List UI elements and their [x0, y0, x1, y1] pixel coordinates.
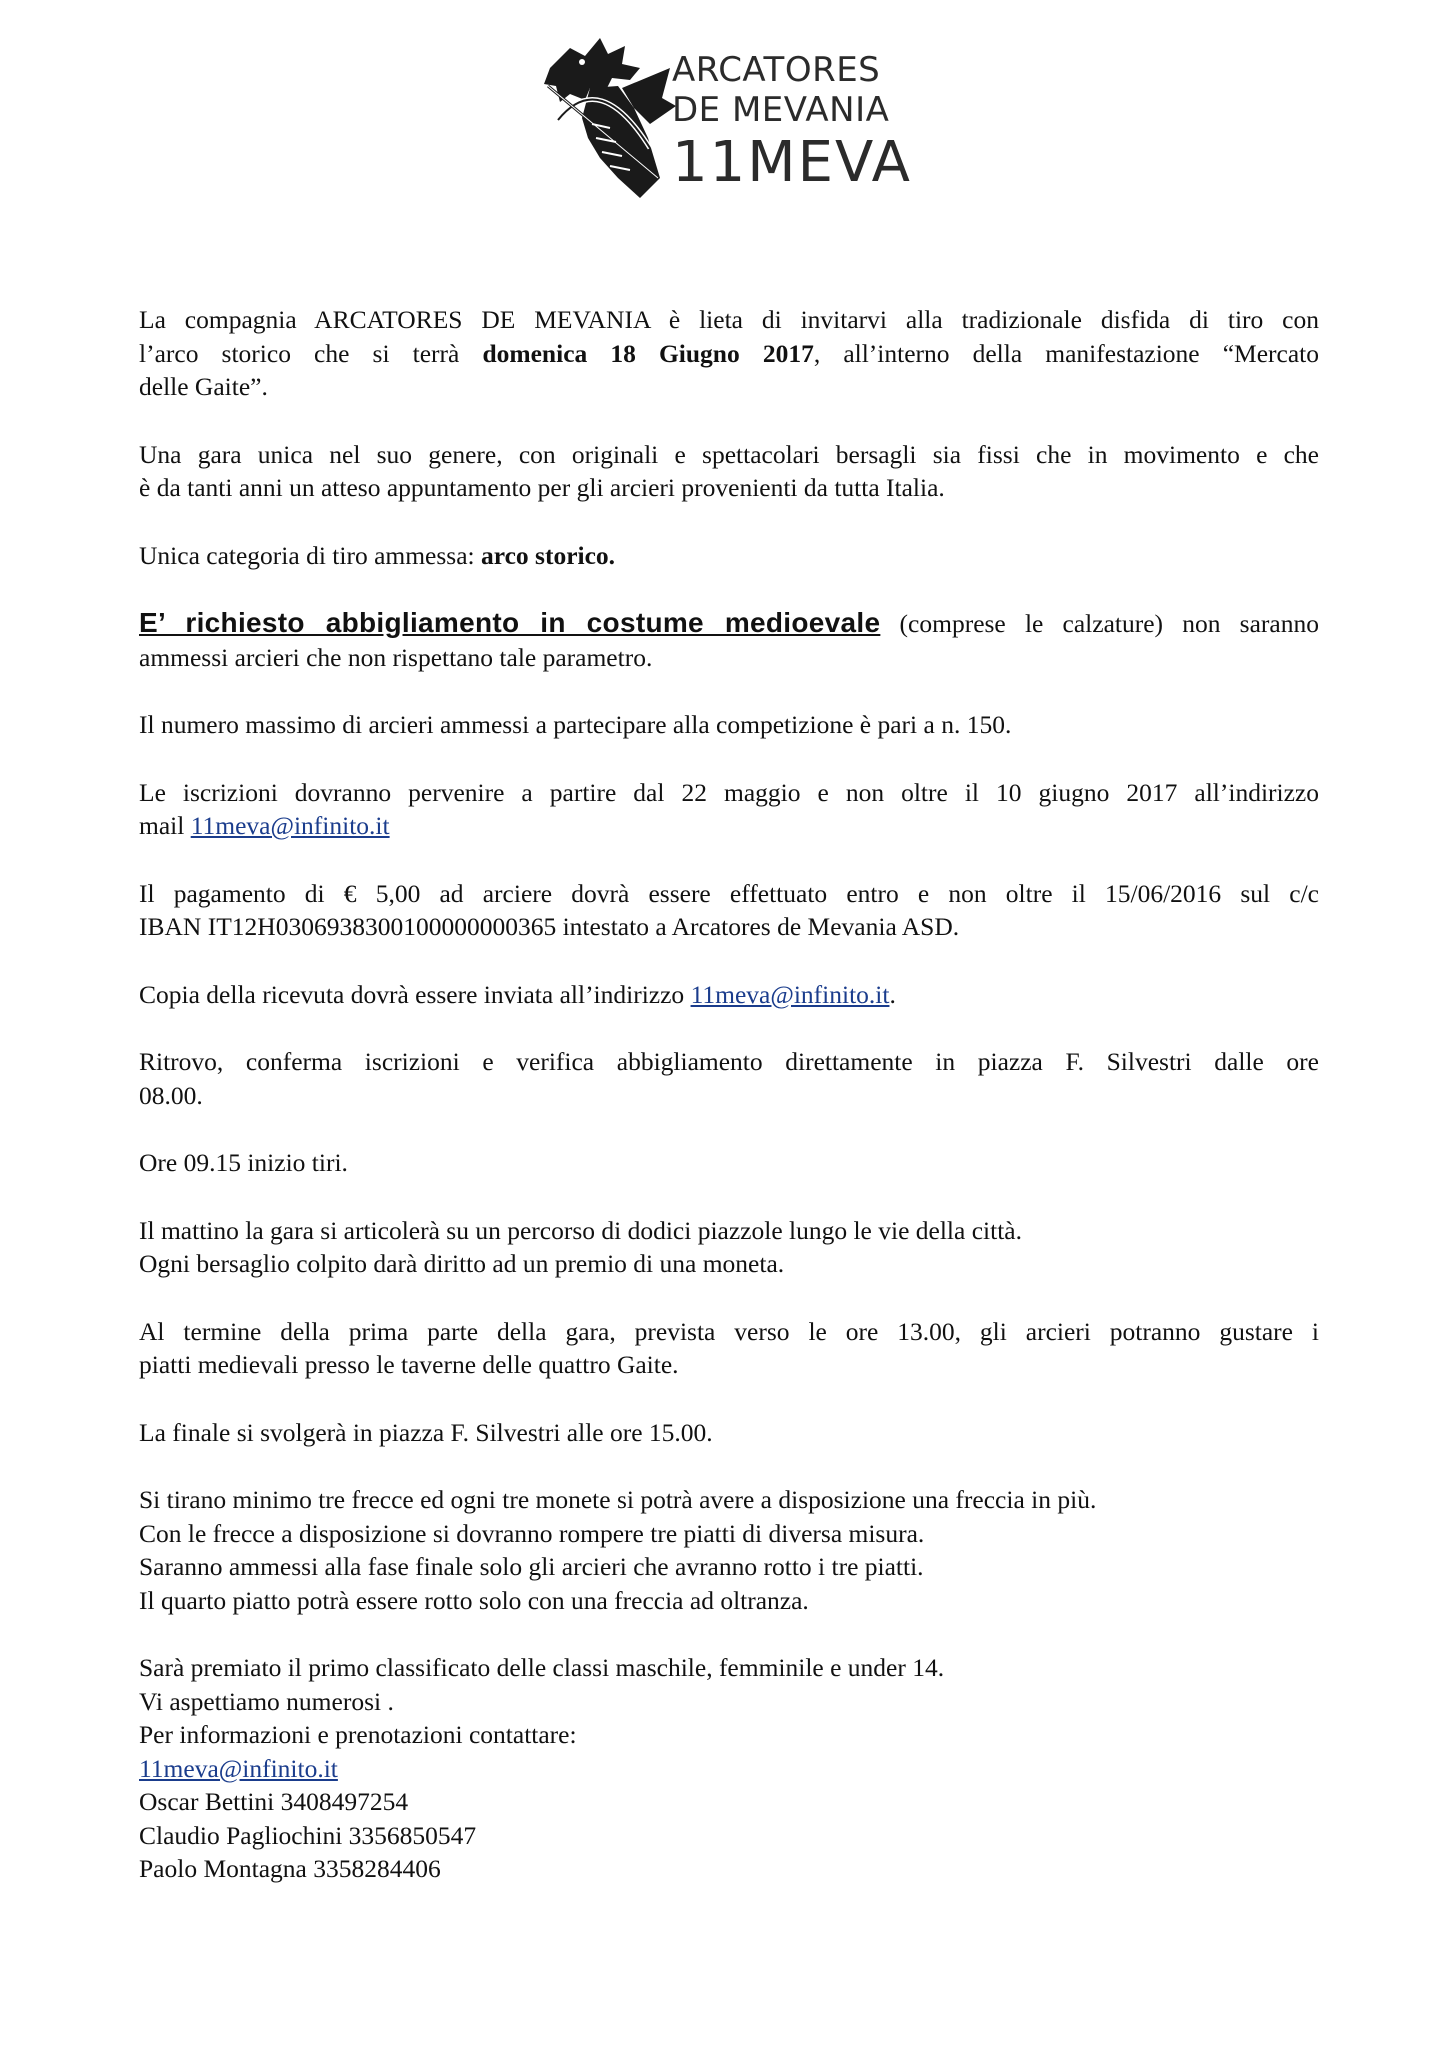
- paragraph-ricevuta: [139, 978, 1319, 1012]
- chiusura-line-2: Vi aspettiamo numerosi .: [139, 1686, 394, 1716]
- paragraph-regole: [139, 1483, 1319, 1617]
- chiusura-line-3: Per informazioni e prenotazioni contattare:: [139, 1720, 577, 1749]
- gara-line-1: Una gara unica nel suo genere, con originali e spettacolari bersagli sia fissi che in movimento e che: [139, 439, 1319, 469]
- categoria-bold: arco storico.: [481, 540, 616, 570]
- regole-line-1: Si tirano minimo tre frecce ed ogni tre monete si potrà avere a disposizione una freccia in più.: [139, 1485, 1097, 1514]
- chiusura-email-line: [139, 1752, 1319, 1786]
- regole-line-4: Il quarto piatto potrà essere rotto solo con una freccia ad oltranza.: [139, 1585, 809, 1615]
- iscrizioni-prefix: mail: [139, 811, 191, 840]
- dragon-archer-icon: [530, 28, 680, 203]
- intro-line-1: La compagnia ARCATORES DE MEVANIA è lieta di invitarvi alla tradizionale disfida di tiro con: [139, 305, 1319, 334]
- contact-claudio-pagliochini: Claudio Pagliochini 3356850547: [139, 1820, 477, 1850]
- paragraph-gara: [139, 438, 1319, 505]
- categoria-line: [139, 539, 1319, 573]
- pagamento-line-1: Il pagamento di € 5,00 ad arciere dovrà essere effettuato entro e non oltre il 15/06/2016 sul c/c: [139, 878, 1319, 908]
- intro-line-2: [139, 337, 1319, 371]
- mattino-line-1: Il mattino la gara si articolerà su un percorso di dodici piazzole lungo le vie della città.: [139, 1215, 1022, 1245]
- abbigliamento-text: (comprese le calzature) non saranno: [880, 609, 1319, 638]
- logo-line-11meva: 11MEVA: [672, 130, 912, 195]
- numero-line: Il numero massimo di arcieri ammessi a partecipare alla competizione è pari a n. 150.: [139, 710, 1012, 739]
- iscrizioni-line-1: Le iscrizioni dovranno pervenire a partire dal 22 maggio e non oltre il 10 giugno 2017 all’indirizzo: [139, 777, 1319, 807]
- categoria-text: Unica categoria di tiro ammessa:: [139, 540, 481, 570]
- regole-line-3: Saranno ammessi alla fase finale solo gli arcieri che avranno rotto i tre piatti.: [139, 1552, 924, 1581]
- paragraph-categoria: [139, 539, 1319, 573]
- intro-text: l’arco storico che si terrà: [139, 338, 483, 368]
- email-link-contatti[interactable]: 11meva@infinito.it: [139, 1753, 338, 1783]
- ricevuta-suffix: .: [889, 979, 896, 1009]
- iscrizioni-line-2: [139, 809, 1319, 843]
- paragraph-pagamento: [139, 877, 1319, 944]
- logo-line-de-mevania: DE MEVANIA: [672, 90, 890, 130]
- ritrovo-line-1: Ritrovo, conferma iscrizioni e verifica abbigliamento direttamente in piazza F. Silvestri dalle ore: [139, 1047, 1319, 1076]
- regole-line-2: Con le frecce a disposizione si dovranno rompere tre piatti di diversa misura.: [139, 1518, 925, 1548]
- email-link-iscrizioni[interactable]: 11meva@infinito.it: [190, 811, 390, 840]
- paragraph-mattino: [139, 1214, 1319, 1281]
- pranzo-line-1: Al termine della prima parte della gara, prevista verso le ore 13.00, gli arcieri potranno gustare i: [139, 1316, 1319, 1346]
- paragraph-inizio: [139, 1146, 1319, 1180]
- dresscode-heading: E’ richiesto abbigliamento in costume medioevale: [139, 607, 881, 638]
- pranzo-line-2: piatti medievali presso le taverne delle quattro Gaite.: [139, 1350, 679, 1379]
- chiusura-line-1: Sarà premiato il primo classificato delle classi maschile, femminile e under 14.: [139, 1653, 945, 1682]
- contact-oscar-bettini: Oscar Bettini 3408497254: [139, 1787, 409, 1816]
- ricevuta-text: Copia della ricevuta dovrà essere inviata all’indirizzo: [139, 979, 691, 1009]
- ricevuta-line: [139, 978, 1319, 1012]
- paragraph-finale: [139, 1416, 1319, 1450]
- header-logo: [530, 28, 930, 208]
- inizio-line: Ore 09.15 inizio tiri.: [139, 1148, 348, 1177]
- paragraph-chiusura: [139, 1651, 1319, 1886]
- email-link-ricevuta[interactable]: 11meva@infinito.it: [690, 979, 890, 1009]
- pagamento-line-2: IBAN IT12H0306938300100000000365 intestato a Arcatores de Mevania ASD.: [139, 912, 960, 941]
- event-date: domenica 18 Giugno 2017: [482, 338, 814, 368]
- paragraph-ritrovo: [139, 1045, 1319, 1112]
- ritrovo-line-2: 08.00.: [139, 1080, 203, 1110]
- intro-line-3: delle Gaite”.: [139, 372, 268, 401]
- abbigliamento-line-1: [139, 606, 1319, 641]
- contact-paolo-montagna: Paolo Montagna 3358284406: [139, 1854, 441, 1883]
- paragraph-numero: [139, 708, 1319, 742]
- paragraph-iscrizioni: [139, 776, 1319, 843]
- paragraph-intro: [139, 303, 1319, 404]
- paragraph-pranzo: [139, 1315, 1319, 1382]
- paragraph-abbigliamento: [139, 606, 1319, 674]
- letter-body: [139, 303, 1319, 1886]
- logo-text: [672, 50, 912, 194]
- abbigliamento-line-2: ammessi arcieri che non rispettano tale parametro.: [139, 642, 653, 672]
- mattino-line-2: Ogni bersaglio colpito darà diritto ad un premio di una moneta.: [139, 1249, 785, 1278]
- gara-line-2: è da tanti anni un atteso appuntamento per gli arcieri provenienti da tutta Italia.: [139, 473, 945, 502]
- intro-text-cont: , all’interno della manifestazione “Mercato: [813, 338, 1319, 368]
- finale-line: La finale si svolgerà in piazza F. Silvestri alle ore 15.00.: [139, 1417, 713, 1447]
- logo-line-arcatores: ARCATORES: [672, 50, 881, 90]
